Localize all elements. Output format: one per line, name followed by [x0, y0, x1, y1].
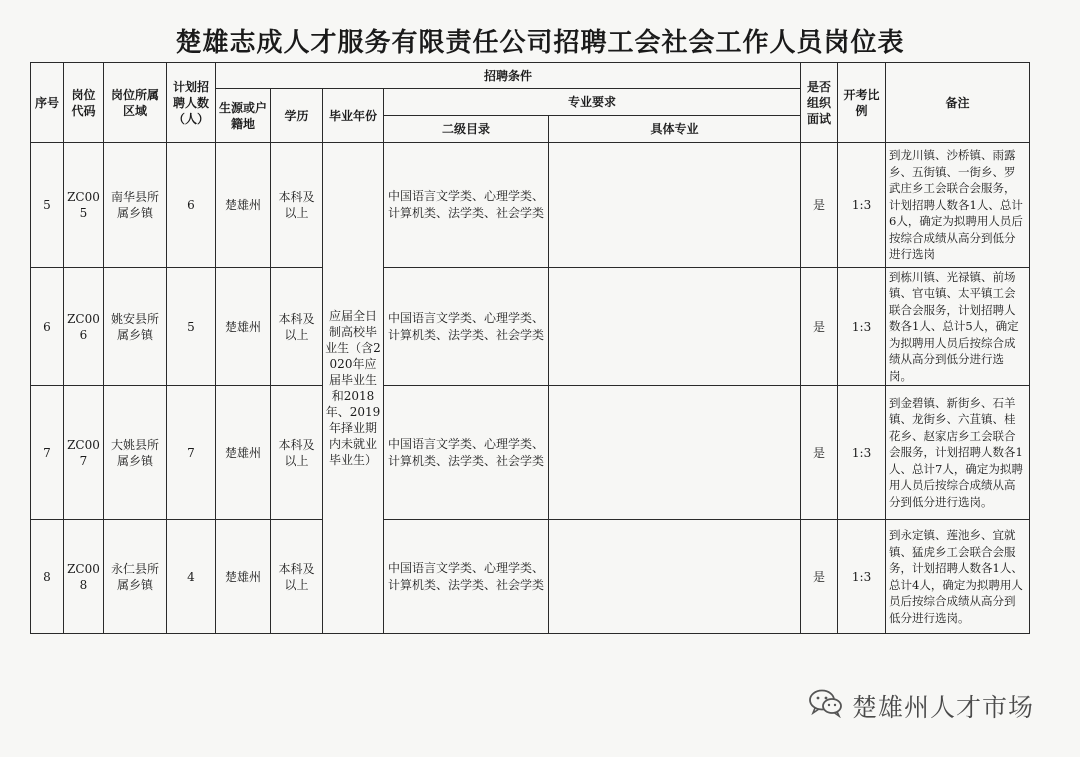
cell-specific [549, 143, 801, 268]
header-grad-year: 毕业年份 [323, 89, 384, 143]
cell-education: 本科及以上 [271, 386, 323, 520]
header-specific: 具体专业 [549, 116, 801, 143]
header-education: 学历 [271, 89, 323, 143]
header-origin: 生源或户籍地 [216, 89, 271, 143]
table-row [31, 520, 1030, 634]
cell-ratio: 1:3 [838, 143, 886, 268]
cell-area: 大姚县所属乡镇 [104, 386, 167, 520]
cell-level2: 中国语言文学类、心理学类、计算机类、法学类、社会学类 [384, 386, 549, 520]
header-level2: 二级目录 [384, 116, 549, 143]
job-table [30, 62, 1030, 634]
cell-level2: 中国语言文学类、心理学类、计算机类、法学类、社会学类 [384, 268, 549, 386]
cell-origin: 楚雄州 [216, 520, 271, 634]
cell-level2: 中国语言文学类、心理学类、计算机类、法学类、社会学类 [384, 520, 549, 634]
table-row [31, 386, 1030, 520]
cell-specific [549, 520, 801, 634]
cell-code: ZC007 [64, 386, 104, 520]
cell-area: 永仁县所属乡镇 [104, 520, 167, 634]
header-code: 岗位代码 [64, 63, 104, 143]
cell-seq: 7 [31, 386, 64, 520]
cell-code: ZC006 [64, 268, 104, 386]
header-major-req: 专业要求 [384, 89, 801, 116]
cell-area: 南华县所属乡镇 [104, 143, 167, 268]
cell-seq: 8 [31, 520, 64, 634]
header-ratio: 开考比例 [838, 63, 886, 143]
cell-remarks: 到龙川镇、沙桥镇、雨露乡、五街镇、一街乡、罗武庄乡工会联合会服务，计划招聘人数各1人、总计6人，确定为拟聘用人员后按综合成绩从高分到低分进行选岗 [886, 143, 1030, 268]
cell-specific [549, 268, 801, 386]
cell-specific [549, 386, 801, 520]
cell-seq: 5 [31, 143, 64, 268]
cell-interview: 是 [801, 520, 838, 634]
table-row [31, 143, 1030, 268]
cell-area: 姚安县所属乡镇 [104, 268, 167, 386]
header-conditions: 招聘条件 [216, 63, 801, 89]
cell-plan: 4 [167, 520, 216, 634]
cell-code: ZC008 [64, 520, 104, 634]
cell-interview: 是 [801, 386, 838, 520]
cell-ratio: 1:3 [838, 268, 886, 386]
cell-origin: 楚雄州 [216, 268, 271, 386]
cell-ratio: 1:3 [838, 520, 886, 634]
cell-plan: 7 [167, 386, 216, 520]
header-area: 岗位所属区域 [104, 63, 167, 143]
cell-remarks: 到金碧镇、新街乡、石羊镇、龙街乡、六苴镇、桂花乡、赵家店乡工会联合会服务，计划招聘人数各1人、总计7人，确定为拟聘用人员后按综合成绩从高分到低分进行选岗。 [886, 386, 1030, 520]
header-seq: 序号 [31, 63, 64, 143]
cell-code: ZC005 [64, 143, 104, 268]
cell-interview: 是 [801, 143, 838, 268]
cell-remarks: 到栋川镇、光禄镇、前场镇、官屯镇、太平镇工会联合会服务，计划招聘人数各1人、总计5人，确定为拟聘用人员后按综合成绩从高分到低分进行选岗。 [886, 268, 1030, 386]
watermark [808, 688, 1034, 724]
cell-origin: 楚雄州 [216, 386, 271, 520]
wechat-icon [808, 688, 852, 724]
cell-plan: 5 [167, 268, 216, 386]
watermark-text: 楚雄州人才市场 [852, 693, 1035, 722]
page-title: 楚雄志成人才服务有限责任公司招聘工会社会工作人员岗位表 [175, 28, 905, 58]
header-interview: 是否组织面试 [801, 63, 838, 143]
cell-education: 本科及以上 [271, 520, 323, 634]
table-row [31, 268, 1030, 386]
cell-grad-year: 应届全日制高校毕业生（含2020年应届毕业生和2018年、2019年择业期内未就业毕业生） [323, 143, 384, 634]
cell-level2: 中国语言文学类、心理学类、计算机类、法学类、社会学类 [384, 143, 549, 268]
cell-education: 本科及以上 [271, 143, 323, 268]
cell-ratio: 1:3 [838, 386, 886, 520]
cell-remarks: 到永定镇、莲池乡、宜就镇、猛虎乡工会联合会服务，计划招聘人数各1人、总计4人，确定为拟聘用人员后按综合成绩从高分到低分进行选岗。 [886, 520, 1030, 634]
cell-seq: 6 [31, 268, 64, 386]
cell-origin: 楚雄州 [216, 143, 271, 268]
header-plan: 计划招聘人数（人） [167, 63, 216, 143]
cell-education: 本科及以上 [271, 268, 323, 386]
header-remarks: 备注 [886, 63, 1030, 143]
cell-interview: 是 [801, 268, 838, 386]
cell-plan: 6 [167, 143, 216, 268]
